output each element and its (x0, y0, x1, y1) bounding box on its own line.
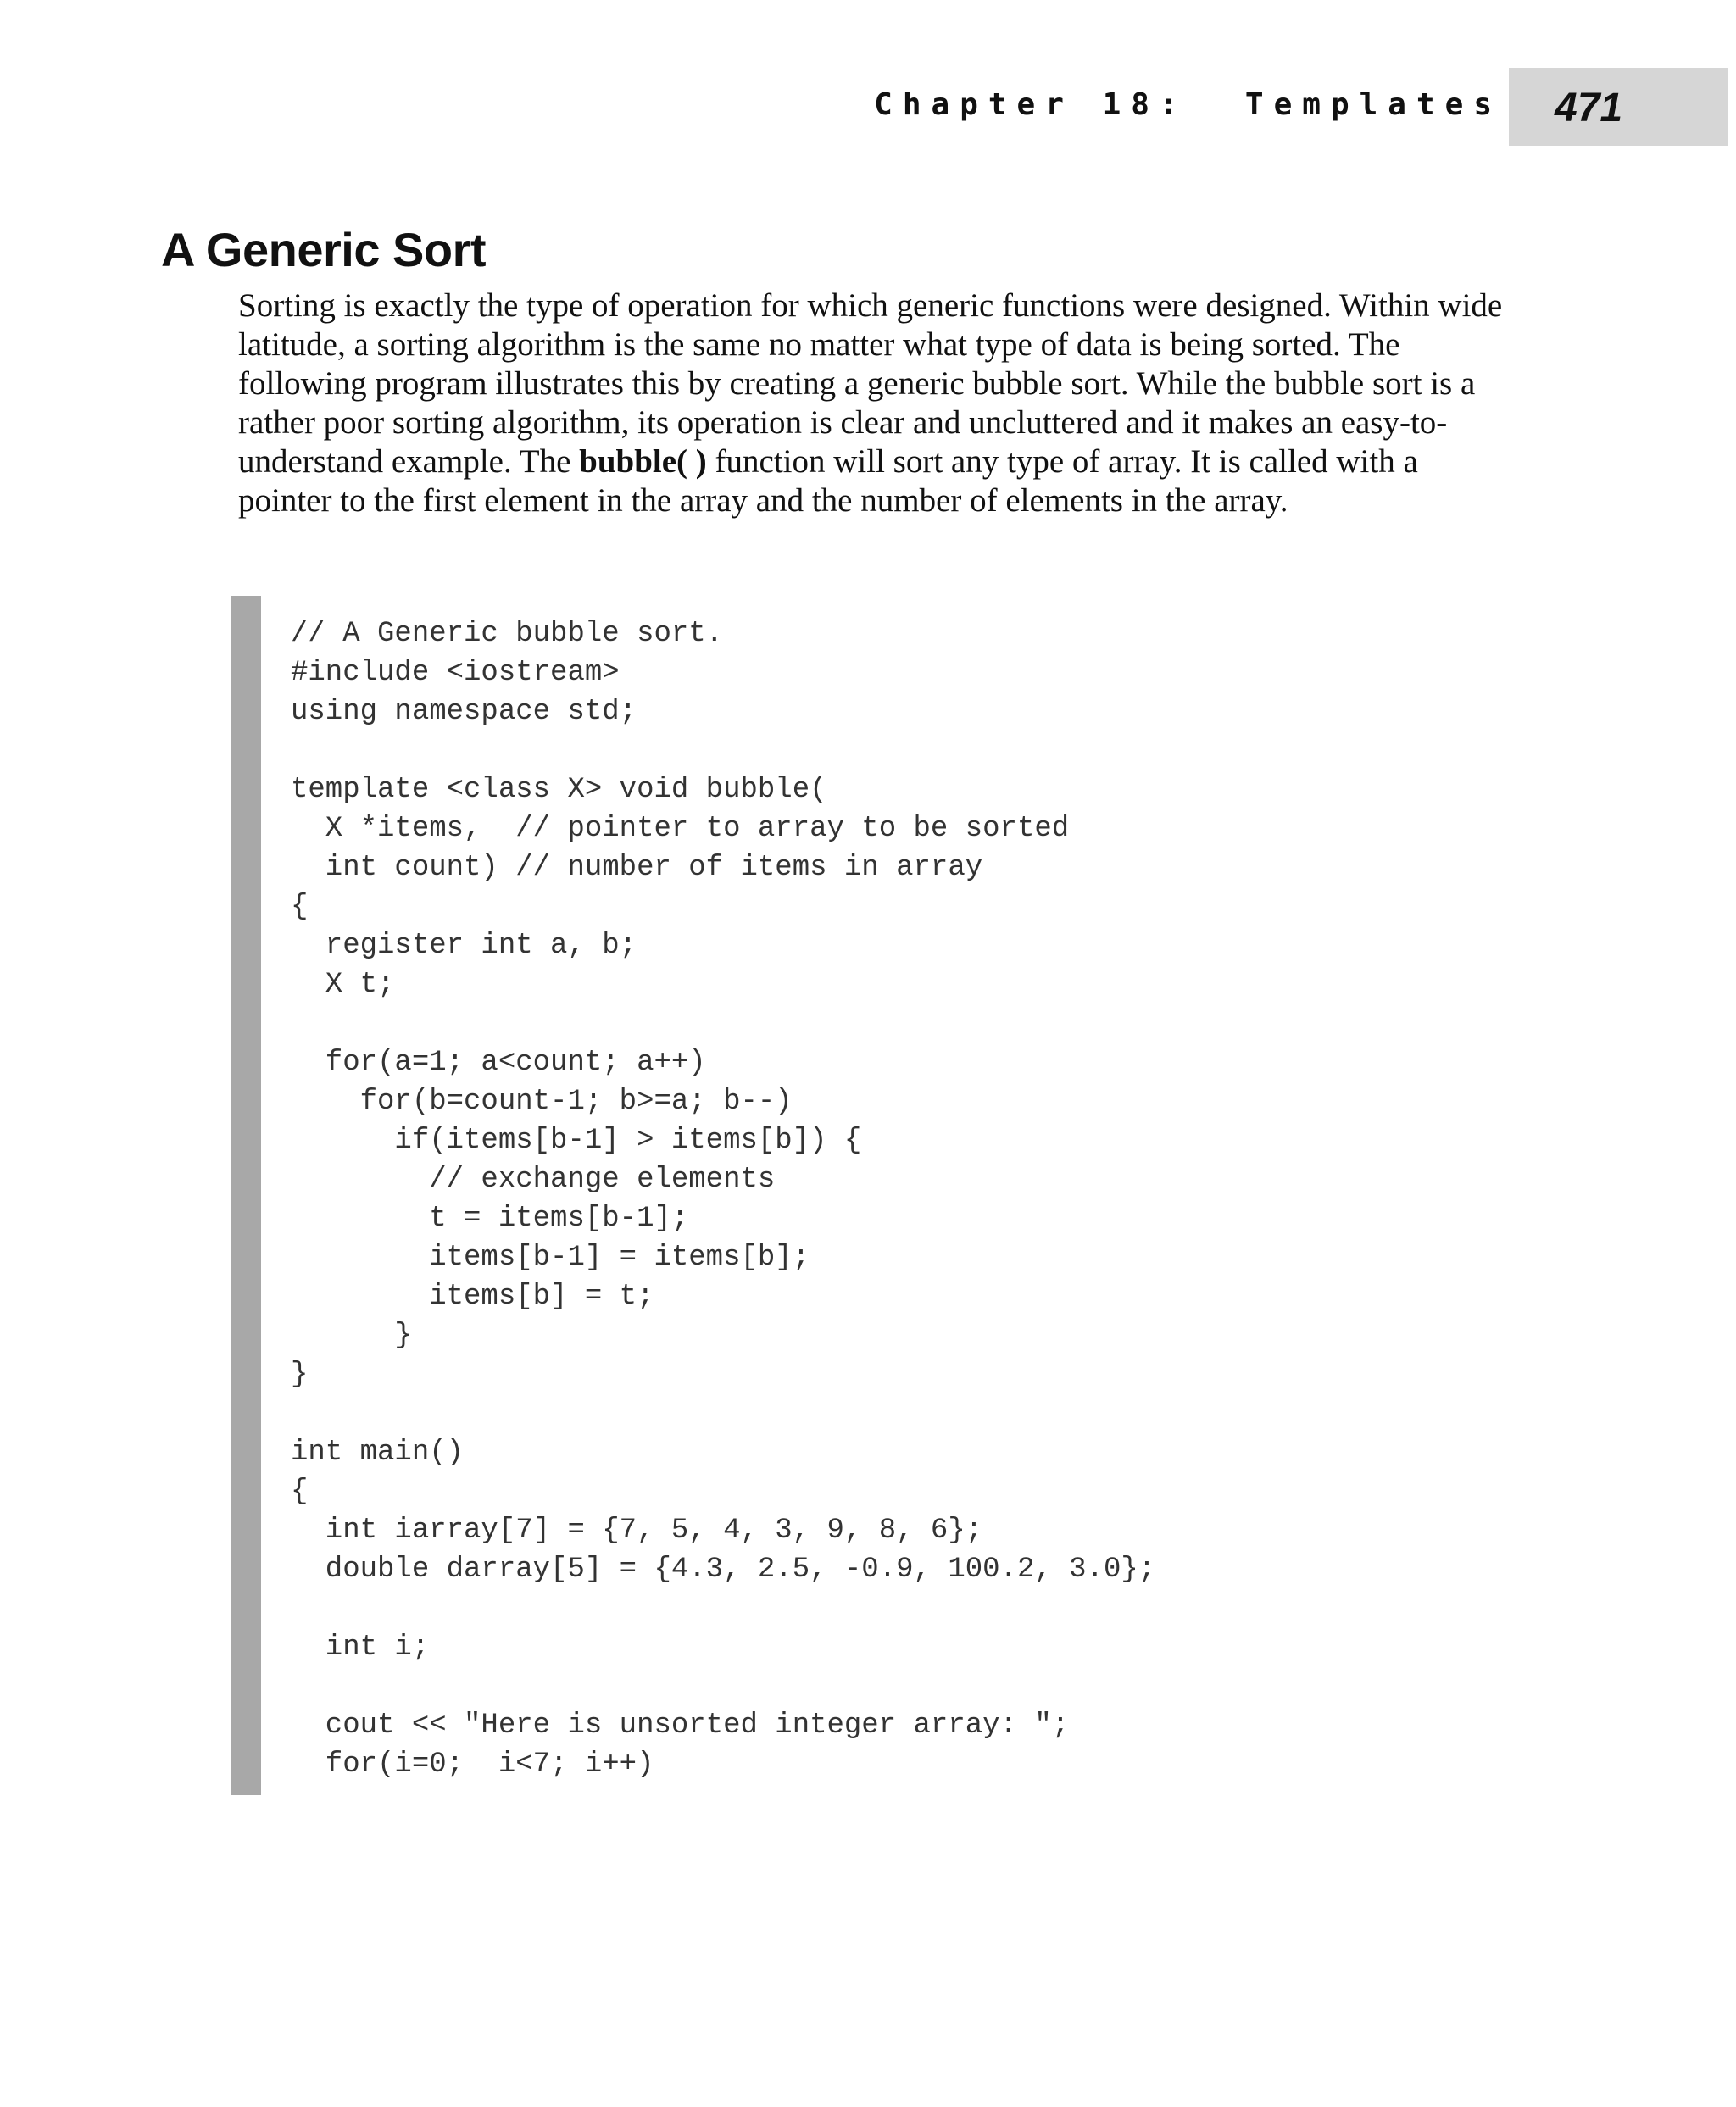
page-number: 471 (1555, 86, 1623, 131)
paragraph-text-after: function will sort any type of array. It is called with a pointer to the first element in the array and the number of elements in the array. (238, 443, 1418, 519)
code-line: // A Generic bubble sort. (291, 618, 724, 650)
code-line: } (291, 1320, 412, 1352)
code-text (291, 614, 1155, 1784)
code-line: for(a=1; a<count; a++) (291, 1047, 706, 1079)
code-line: // exchange elements (291, 1164, 776, 1196)
code-listing (231, 596, 1503, 1795)
code-line: using namespace std; (291, 696, 637, 728)
code-line (291, 1589, 1155, 1628)
code-line (291, 731, 1155, 770)
code-line: t = items[b-1]; (291, 1203, 689, 1235)
code-line: X t; (291, 969, 395, 1001)
page-number-box (1509, 68, 1728, 146)
section-heading: A Generic Sort (161, 223, 487, 276)
code-line (291, 1004, 1155, 1043)
code-line: #include <iostream> (291, 657, 620, 689)
running-head (0, 0, 1736, 170)
code-line: for(i=0; i<7; i++) (291, 1748, 654, 1781)
chapter-title: Chapter 18: Templates (874, 87, 1502, 122)
paragraph-text-before: Sorting is exactly the type of operation for which generic functions were designed. Within wide latitude, a sorting algorithm is the same no matter what type of data is being sorted. The following program illustrates this by creating a generic bubble sort. While the bubble sort is a rather poor sorting algorithm, its operation is clear and uncluttered and it makes an easy-to-understand example. The (238, 287, 1503, 480)
code-line: register int a, b; (291, 930, 637, 962)
inline-code-bubble: bubble( ) (579, 443, 707, 480)
code-line (291, 1667, 1155, 1706)
code-line: int i; (291, 1632, 430, 1664)
code-line (291, 1394, 1155, 1433)
code-line: cout << "Here is unsorted integer array: "; (291, 1710, 1070, 1742)
code-line: int count) // number of items in array (291, 852, 983, 884)
code-margin-bar (231, 596, 261, 1795)
code-line: { (291, 1476, 309, 1508)
code-line: } (291, 1359, 309, 1391)
code-line: double darray[5] = {4.3, 2.5, -0.9, 100.2, 3.0}; (291, 1554, 1156, 1586)
code-line: if(items[b-1] > items[b]) { (291, 1125, 862, 1157)
code-line: X *items, // pointer to array to be sorted (291, 813, 1070, 845)
code-line: { (291, 891, 309, 923)
code-line: int iarray[7] = {7, 5, 4, 3, 9, 8, 6}; (291, 1515, 983, 1547)
code-line: items[b] = t; (291, 1281, 654, 1313)
body-paragraph (238, 286, 1510, 520)
code-line: items[b-1] = items[b]; (291, 1242, 810, 1274)
code-line: template <class X> void bubble( (291, 774, 827, 806)
code-line: for(b=count-1; b>=a; b--) (291, 1086, 793, 1118)
code-line: int main() (291, 1437, 465, 1469)
